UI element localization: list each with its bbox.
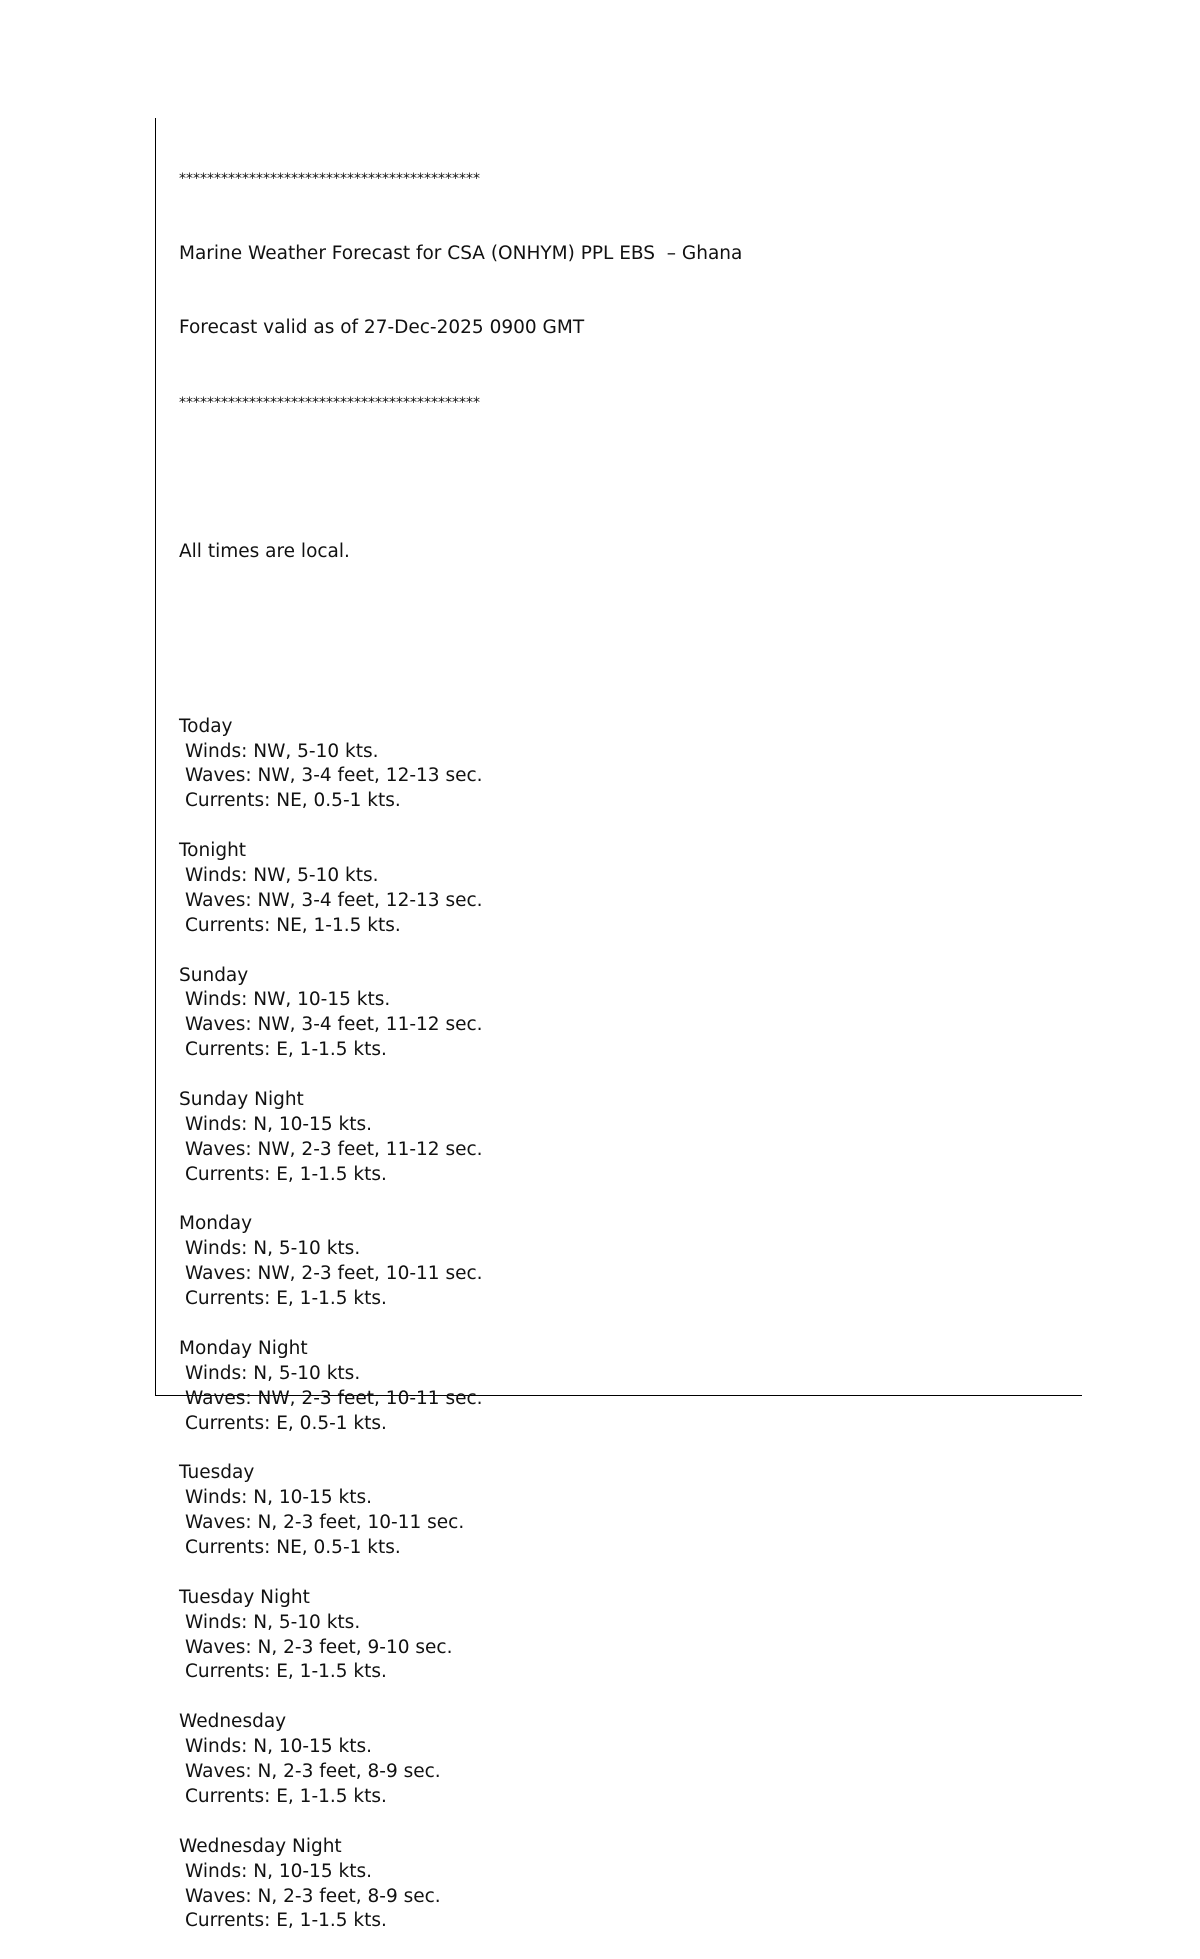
period-winds: Winds: NW, 5-10 kts.	[185, 740, 379, 762]
forecast-period	[179, 839, 1059, 963]
period-name: Monday Night	[179, 1337, 308, 1359]
forecast-period	[179, 1835, 1059, 1935]
period-winds: Winds: NW, 5-10 kts.	[185, 864, 379, 886]
period-name: Tuesday Night	[179, 1586, 310, 1608]
header-stars-bottom: *******************************************	[179, 394, 480, 411]
forecast-periods	[179, 715, 1059, 1935]
period-winds: Winds: N, 10-15 kts.	[185, 1113, 372, 1135]
period-name: Monday	[179, 1213, 253, 1235]
period-waves: Waves: NW, 2-3 feet, 11-12 sec.	[185, 1138, 483, 1160]
period-name: Today	[179, 715, 233, 737]
forecast-period	[179, 1586, 1059, 1710]
spacer	[179, 814, 1059, 839]
period-waves: Waves: NW, 3-4 feet, 12-13 sec.	[185, 765, 483, 787]
period-name: Wednesday	[179, 1711, 287, 1733]
period-currents: Currents: E, 1-1.5 kts.	[185, 1661, 387, 1683]
header-stars-top: *******************************************	[179, 170, 480, 187]
period-name: Tuesday	[179, 1462, 255, 1484]
period-winds: Winds: N, 10-15 kts.	[185, 1487, 372, 1509]
period-currents: Currents: E, 1-1.5 kts.	[185, 1785, 387, 1807]
forecast-period	[179, 1337, 1059, 1461]
period-currents: Currents: NE, 1-1.5 kts.	[185, 914, 401, 936]
forecast-period	[179, 964, 1059, 1088]
spacer	[179, 939, 1059, 964]
period-name: Sunday Night	[179, 1089, 304, 1110]
period-currents: Currents: NE, 0.5-1 kts.	[185, 1537, 401, 1559]
forecast-title: Marine Weather Forecast for CSA (ONHYM) PPL EBS – Ghana	[179, 242, 743, 264]
forecast-valid-time: Forecast valid as of 27-Dec-2025 0900 GMT	[179, 317, 585, 339]
period-winds: Winds: NW, 10-15 kts.	[185, 989, 391, 1011]
spacer	[179, 1685, 1059, 1710]
period-winds: Winds: N, 5-10 kts.	[185, 1611, 361, 1633]
spacer	[179, 466, 1059, 491]
forecast-period	[179, 1088, 1059, 1212]
period-waves: Waves: N, 2-3 feet, 8-9 sec.	[185, 1761, 441, 1783]
period-winds: Winds: N, 5-10 kts.	[185, 1238, 361, 1260]
spacer	[179, 1810, 1059, 1835]
period-currents: Currents: E, 1-1.5 kts.	[185, 1039, 387, 1061]
period-waves: Waves: N, 2-3 feet, 8-9 sec.	[185, 1885, 441, 1907]
spacer	[179, 1188, 1059, 1213]
period-name: Tonight	[179, 840, 247, 862]
period-winds: Winds: N, 10-15 kts.	[185, 1860, 372, 1882]
period-waves: Waves: N, 2-3 feet, 9-10 sec.	[185, 1636, 453, 1658]
period-currents: Currents: E, 1-1.5 kts.	[185, 1288, 387, 1310]
period-winds: Winds: N, 5-10 kts.	[185, 1362, 361, 1384]
period-currents: Currents: E, 1-1.5 kts.	[185, 1910, 387, 1932]
period-waves: Waves: NW, 2-3 feet, 10-11 sec.	[185, 1387, 483, 1409]
period-waves: Waves: NW, 3-4 feet, 12-13 sec.	[185, 889, 483, 911]
frame-left-border	[155, 118, 156, 1396]
spacer	[179, 1436, 1059, 1461]
spacer	[179, 1312, 1059, 1337]
period-waves: Waves: NW, 3-4 feet, 11-12 sec.	[185, 1014, 483, 1036]
forecast-period	[179, 1461, 1059, 1585]
period-name: Wednesday Night	[179, 1835, 342, 1857]
period-name: Sunday	[179, 964, 249, 986]
forecast-period	[179, 1212, 1059, 1336]
forecast-document	[179, 117, 1059, 1959]
period-waves: Waves: NW, 2-3 feet, 10-11 sec.	[185, 1263, 483, 1285]
spacer	[179, 1063, 1059, 1088]
period-currents: Currents: E, 1-1.5 kts.	[185, 1163, 387, 1185]
period-currents: Currents: NE, 0.5-1 kts.	[185, 790, 401, 812]
period-winds: Winds: N, 10-15 kts.	[185, 1736, 372, 1758]
time-note: All times are local.	[179, 541, 350, 563]
spacer	[179, 615, 1059, 640]
period-waves: Waves: N, 2-3 feet, 10-11 sec.	[185, 1512, 465, 1534]
forecast-period	[179, 1710, 1059, 1834]
forecast-period	[179, 715, 1059, 839]
period-currents: Currents: E, 0.5-1 kts.	[185, 1412, 387, 1434]
spacer	[179, 1561, 1059, 1586]
